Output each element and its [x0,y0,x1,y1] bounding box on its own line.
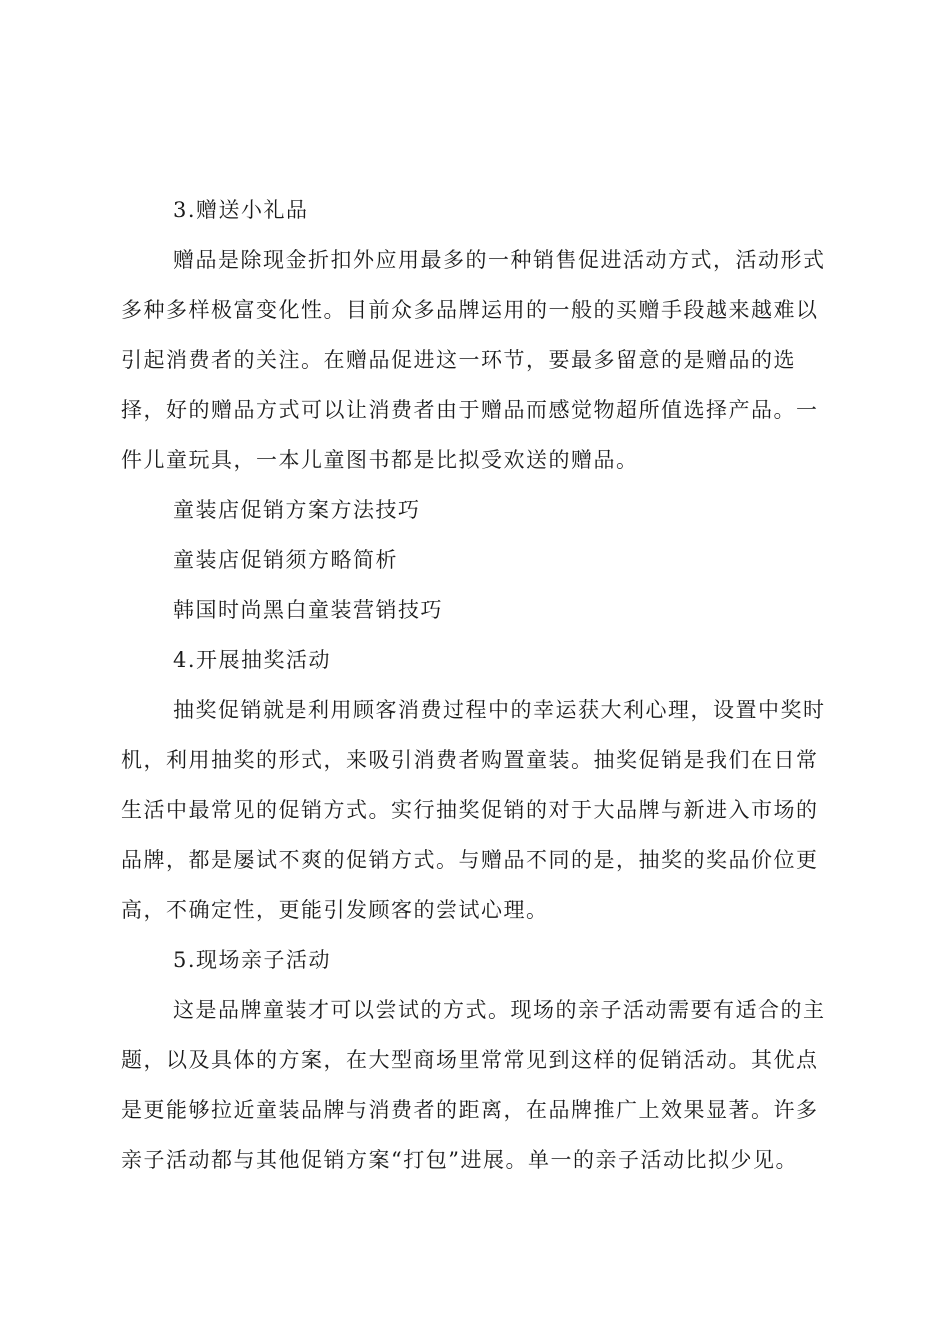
paragraph-line: 抽奖促销就是利用顾客消费过程中的幸运获大利心理，设置中奖时 [173,698,826,722]
paragraph-line: 多种多样极富变化性。目前众多品牌运用的一般的买赠手段越来越难以 [121,298,819,322]
paragraph-line: 择，好的赠品方式可以让消费者由于赠品而感觉物超所值选择产品。一 [121,398,819,422]
section-heading-3: 3.赠送小礼品 [173,198,309,222]
section-heading-5: 5.现场亲子活动 [173,948,332,972]
paragraph-line: 引起消费者的关注。在赠品促进这一环节，要最多留意的是赠品的选 [121,348,796,372]
paragraph-line: 品牌，都是屡试不爽的促销方式。与赠品不同的是，抽奖的奖品价位更 [121,848,819,872]
related-link-3[interactable]: 韩国时尚黑白童装营销技巧 [173,598,443,622]
paragraph-line: 机，利用抽奖的形式，来吸引消费者购置童装。抽奖促销是我们在日常 [121,748,819,772]
section-heading-4: 4.开展抽奖活动 [173,648,332,672]
paragraph-line: 这是品牌童装才可以尝试的方式。现场的亲子活动需要有适合的主 [173,998,826,1022]
paragraph-line: 赠品是除现金折扣外应用最多的一种销售促进活动方式，活动形式 [173,248,826,272]
document-body [121,185,833,1185]
paragraph-line: 是更能够拉近童装品牌与消费者的距离，在品牌推广上效果显著。许多 [121,1098,819,1122]
paragraph-line: 题，以及具体的方案，在大型商场里常常见到这样的促销活动。其优点 [121,1048,819,1072]
related-link-2[interactable]: 童装店促销须方略简析 [173,548,398,572]
paragraph-line: 亲子活动都与其他促销方案“打包”进展。单一的亲子活动比拟少见。 [121,1148,798,1172]
paragraph-line: 生活中最常见的促销方式。实行抽奖促销的对于大品牌与新进入市场的 [121,798,819,822]
paragraph-line: 件儿童玩具，一本儿童图书都是比拟受欢送的赠品。 [121,448,639,472]
related-link-1[interactable]: 童装店促销方案方法技巧 [173,498,421,522]
paragraph-line: 高，不确定性，更能引发顾客的尝试心理。 [121,898,549,922]
